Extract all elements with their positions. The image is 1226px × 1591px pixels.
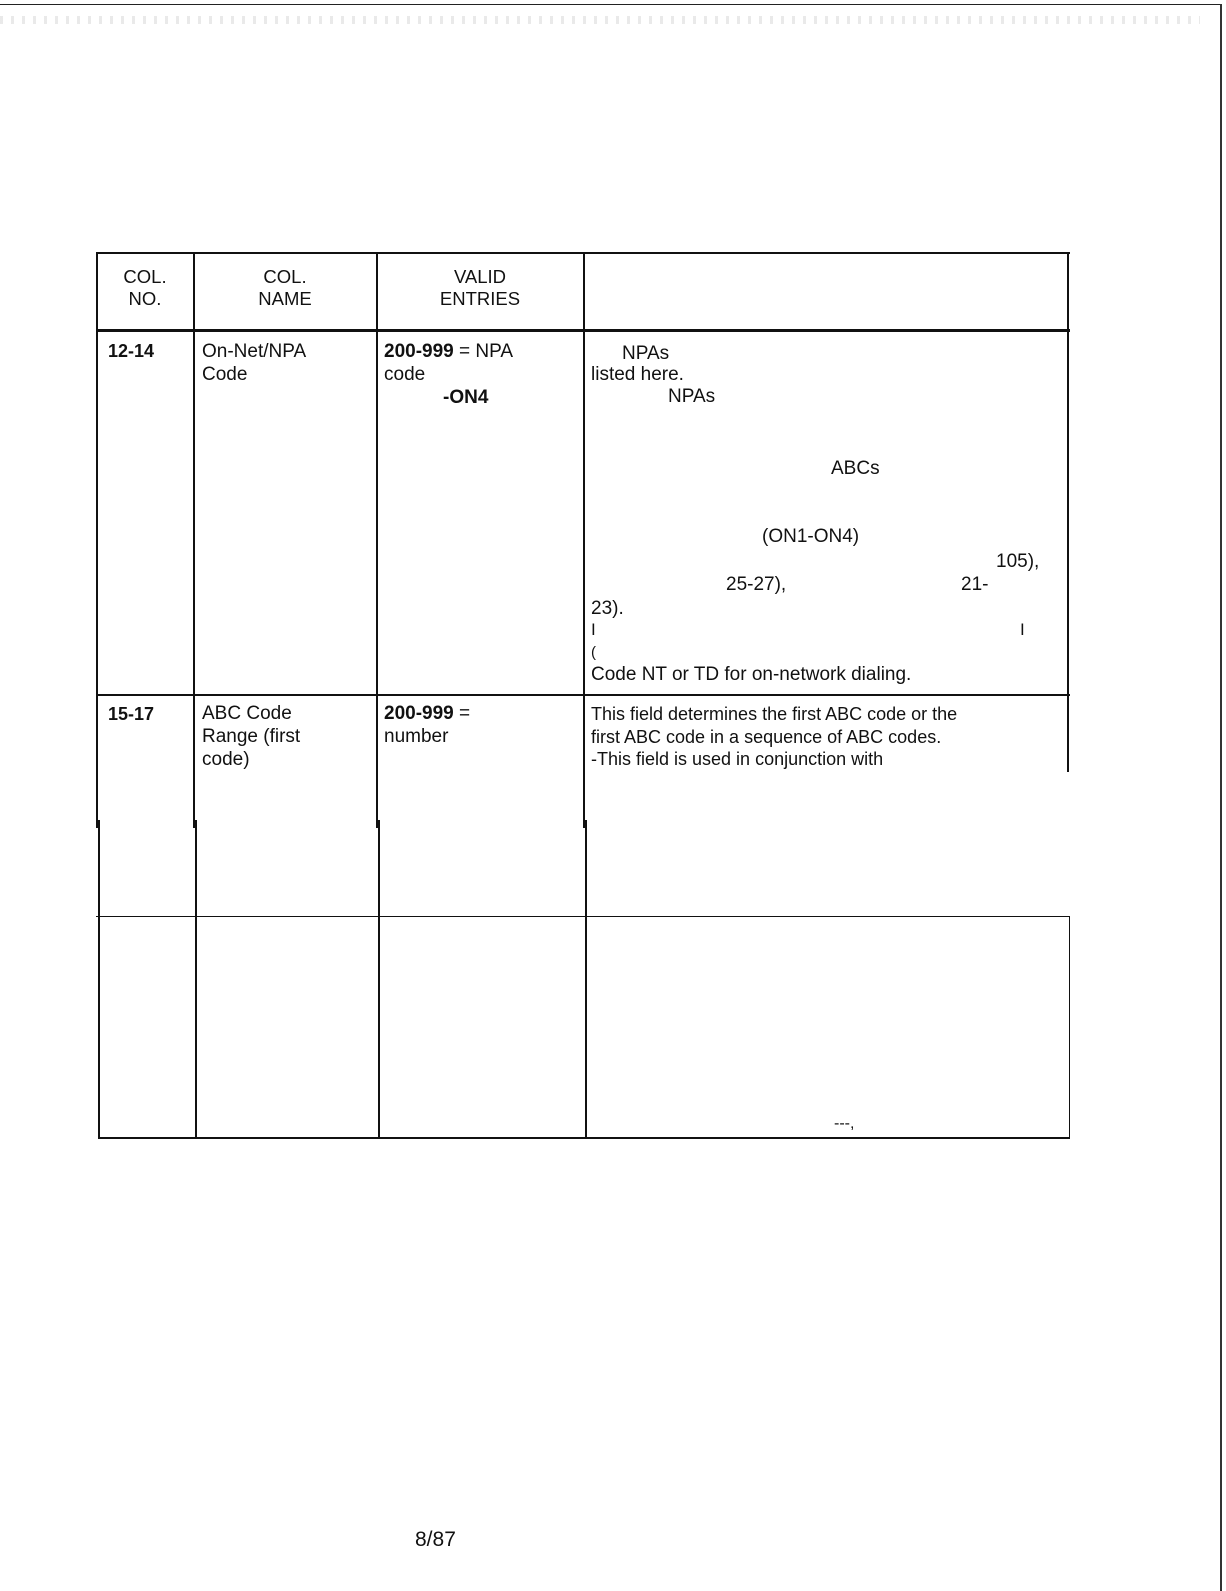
header-col-no: COL. NO.	[123, 266, 167, 309]
row-col-no: 15-17	[108, 704, 155, 724]
row-valid-entries: 200-999 = NPA code -ON4	[384, 341, 514, 408]
row-valid-entries: 200-999 = number	[384, 703, 471, 747]
row-col-name: On-Net/NPA Code	[202, 341, 307, 385]
row-col-no: 12-14	[108, 341, 155, 361]
scan-noise	[0, 16, 1200, 24]
top-border	[0, 4, 1222, 5]
right-border	[1220, 4, 1222, 1591]
header-valid-entries: VALID ENTRIES	[439, 266, 521, 309]
row-description: ---,	[834, 1115, 855, 1132]
row-col-name: ABC Code Range (first code)	[202, 703, 301, 770]
header-col-name: COL. NAME	[258, 266, 312, 309]
page-number: 8/87	[415, 1528, 456, 1551]
row-description: This field determines the first ABC code or the first ABC code in a sequence of ABC codes. -This field is used in conjunction with	[591, 704, 958, 769]
